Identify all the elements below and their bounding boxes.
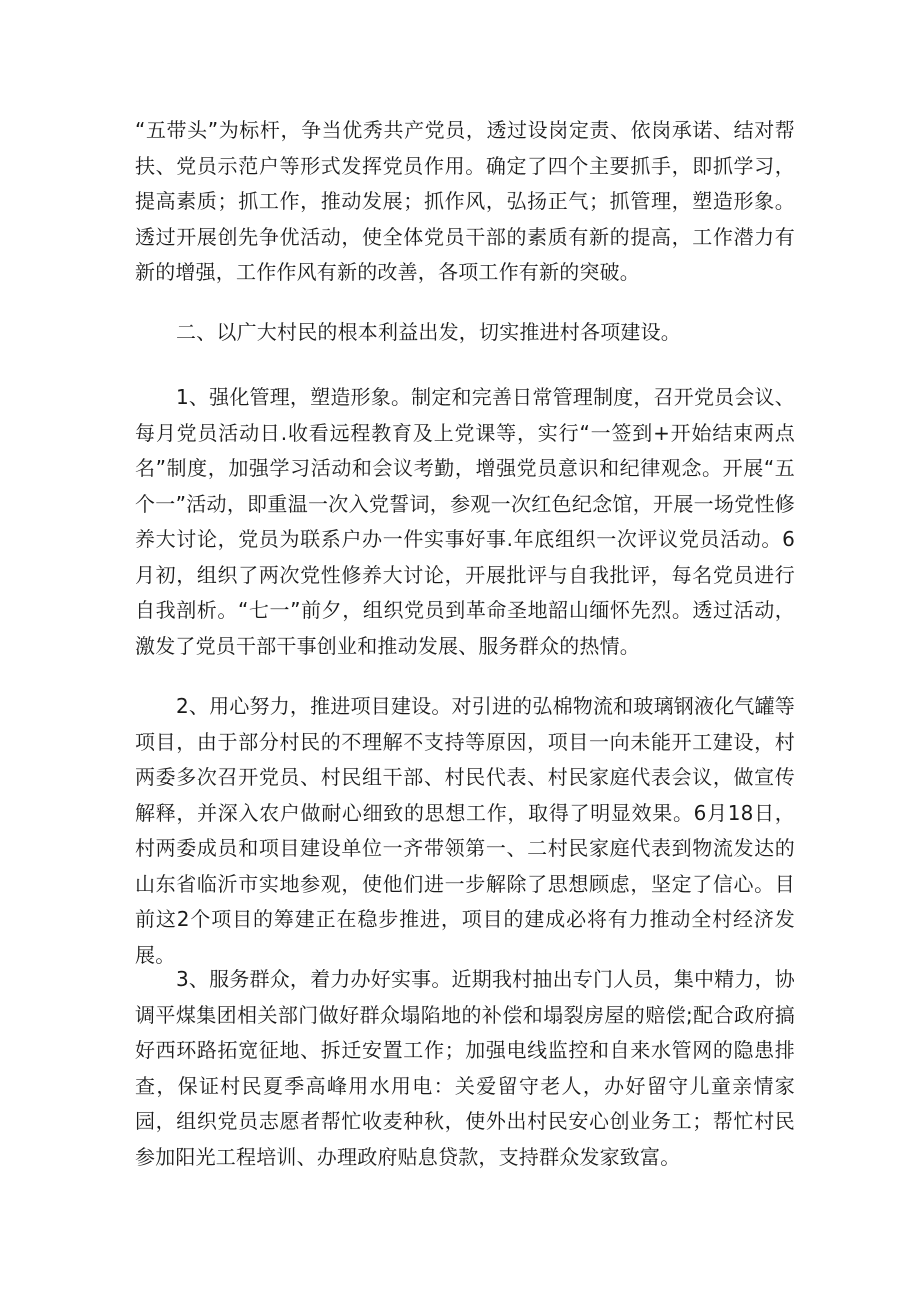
paragraph-item-2: 2、用心努力，推进项目建设。对引进的弘棉物流和玻璃钢液化气罐等项目，由于部分村民的不理解不支持等原因，项目一向未能开工建设，村两委多次召开党员、村民组干部、村民代表、村民家庭代表会议，做宣传解释，并深入农户做耐心细致的思想工作，取得了明显效果。6月18日，村两委成员和项目建设单位一齐带领第一、二村民家庭代表到物流发达的山东省临沂市实地参观，使他们进一步解除了思想顾虑，坚定了信心。目前这2个项目的筹建正在稳步推进，项目的建成必将有力推动全村经济发展。: [135, 694, 795, 967]
paragraph-continuation: “五带头”为标杆，争当优秀共产党员，透过设岗定责、依岗承诺、结对帮扶、党员示范户等形式发挥党员作用。确定了四个主要抓手，即抓学习，提高素质；抓工作，推动发展；抓作风，弘扬正气；抓管理，塑造形象。透过开展创先争优活动，使全体党员干部的素质有新的提高，工作潜力有新的增强，工作作风有新的改善，各项工作有新的突破。: [135, 118, 795, 284]
paragraph-item-3: 3、服务群众，着力办好实事。近期我村抽出专门人员，集中精力，协调平煤集团相关部门做好群众塌陷地的补偿和塌裂房屋的赔偿;配合政府搞好西环路拓宽征地、拆迁安置工作；加强电线监控和自来水管网的隐患排查，保证村民夏季高峰用水用电：关爱留守老人，办好留守儿童亲情家园，组织党员志愿者帮忙收麦种秋，使外出村民安心创业务工；帮忙村民参加阳光工程培训、办理政府贴息贷款，支持群众发家致富。: [135, 967, 795, 1169]
paragraph-item-1: 1、强化管理，塑造形象。制定和完善日常管理制度，召开党员会议、每月党员活动日.收看远程教育及上党课等，实行“一签到+开始结束两点名”制度，加强学习活动和会议考勤，增强党员意识和纪律观念。开展“五个一”活动，即重温一次入党誓词，参观一次红色纪念馆，开展一场党性修养大讨论，党员为联系户办一件实事好事.年底组织一次评议党员活动。6月初，组织了两次党性修养大讨论，开展批评与自我批评，每名党员进行自我剖析。“七一”前夕，组织党员到革命圣地韶山缅怀先烈。透过活动，激发了党员干部干事创业和推动发展、服务群众的热情。: [135, 385, 795, 658]
section-heading: 二、以广大村民的根本利益出发，切实推进村各项建设。: [176, 320, 681, 344]
